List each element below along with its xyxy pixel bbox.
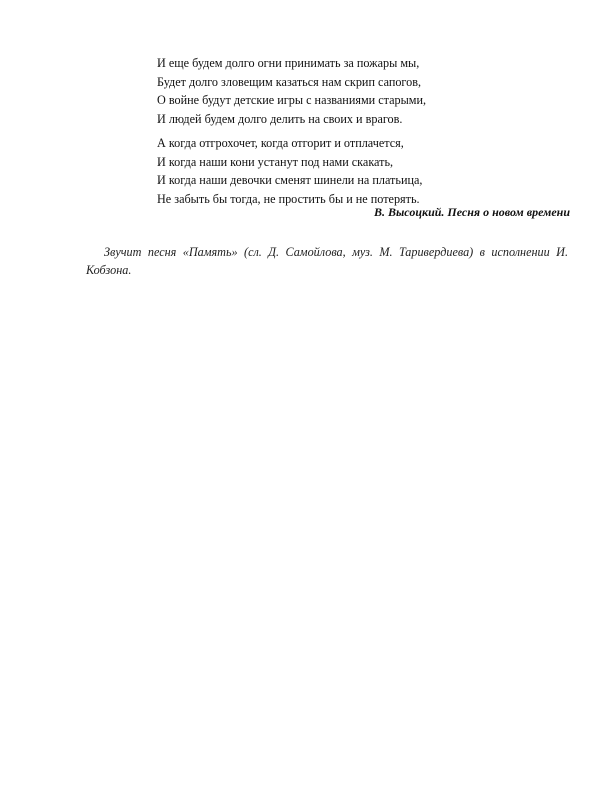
- poem-line: И еще будем долго огни принимать за пожары мы,: [157, 56, 420, 70]
- poem-attribution: В. Высоцкий. Песня о новом времени: [373, 205, 570, 219]
- poem-stanza-2: [157, 134, 577, 208]
- poem-line: О войне будут детские игры с названиями старыми,: [157, 93, 427, 107]
- poem: [157, 54, 577, 214]
- poem-line: А когда отгрохочет, когда отгорит и отплачется,: [157, 136, 404, 150]
- poem-line: И когда наши девочки сменят шинели на платьица,: [157, 173, 423, 187]
- poem-line: И людей будем долго делить на своих и врагов.: [157, 111, 403, 126]
- poem-stanza-1: [157, 54, 577, 128]
- poem-line: Не забыть бы тогда, не простить бы и не потерять.: [157, 191, 420, 206]
- song-note: Звучит песня «Память» (сл. Д. Самойлова, муз. М. Таривердиева) в исполнении И. Кобзона.: [86, 245, 568, 278]
- poem-line: И когда наши кони устанут под нами скакать,: [157, 154, 394, 169]
- poem-line: Будет долго зловещим казаться нам скрип сапогов,: [157, 74, 422, 89]
